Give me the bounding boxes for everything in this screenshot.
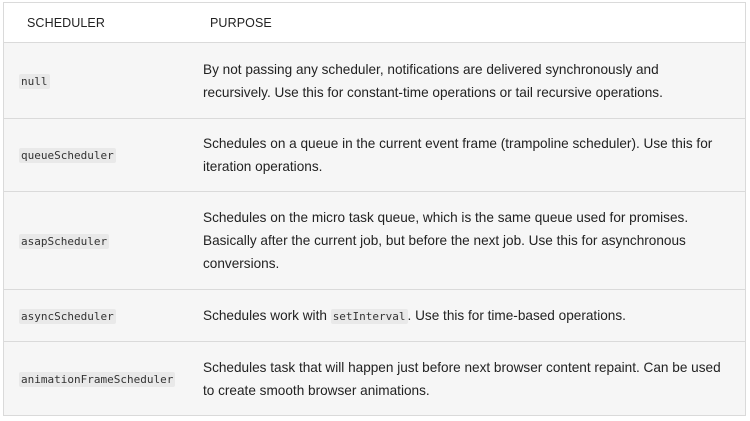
header-purpose: PURPOSE [210, 15, 272, 30]
table-row [4, 43, 745, 119]
purpose-cell: Schedules task that will happen just before next browser content repaint. Can be used to create smooth browser animations. [203, 359, 721, 398]
scheduler-name: asapScheduler [21, 234, 108, 248]
purpose-text-before: Schedules work with [203, 307, 331, 323]
purpose-cell: Schedules on the micro task queue, which is the same queue used for promises. Basically after the current job, but before the next job. Use this for asynchronous conversions. [203, 210, 689, 271]
table-row [4, 119, 745, 192]
purpose-cell: Schedules on a queue in the current event frame (trampoline scheduler). Use this for iteration operations. [203, 136, 713, 174]
schedulers-table [3, 2, 746, 416]
scheduler-name: asyncScheduler [21, 309, 114, 323]
scheduler-name-cell [4, 232, 187, 250]
scheduler-name-cell [4, 370, 187, 388]
inline-code: setInterval [332, 309, 406, 323]
scheduler-name: queueScheduler [21, 149, 114, 162]
purpose-cell [187, 304, 745, 328]
header-scheduler: SCHEDULER [27, 15, 105, 30]
scheduler-name-cell [4, 307, 187, 325]
scheduler-name: animationFrameScheduler [21, 372, 174, 386]
table-row [4, 290, 745, 342]
scheduler-name: null [21, 74, 48, 88]
table-header [4, 3, 745, 43]
purpose-cell: By not passing any scheduler, notifications are delivered synchronously and recursively. Use this for constant-time operations or tail recursive operations. [203, 61, 663, 100]
scheduler-name-cell [4, 146, 187, 164]
table-row [4, 192, 745, 290]
table-row [4, 342, 745, 415]
scheduler-name-cell [4, 72, 187, 90]
purpose-text-after: . Use this for time-based operations. [407, 307, 626, 323]
